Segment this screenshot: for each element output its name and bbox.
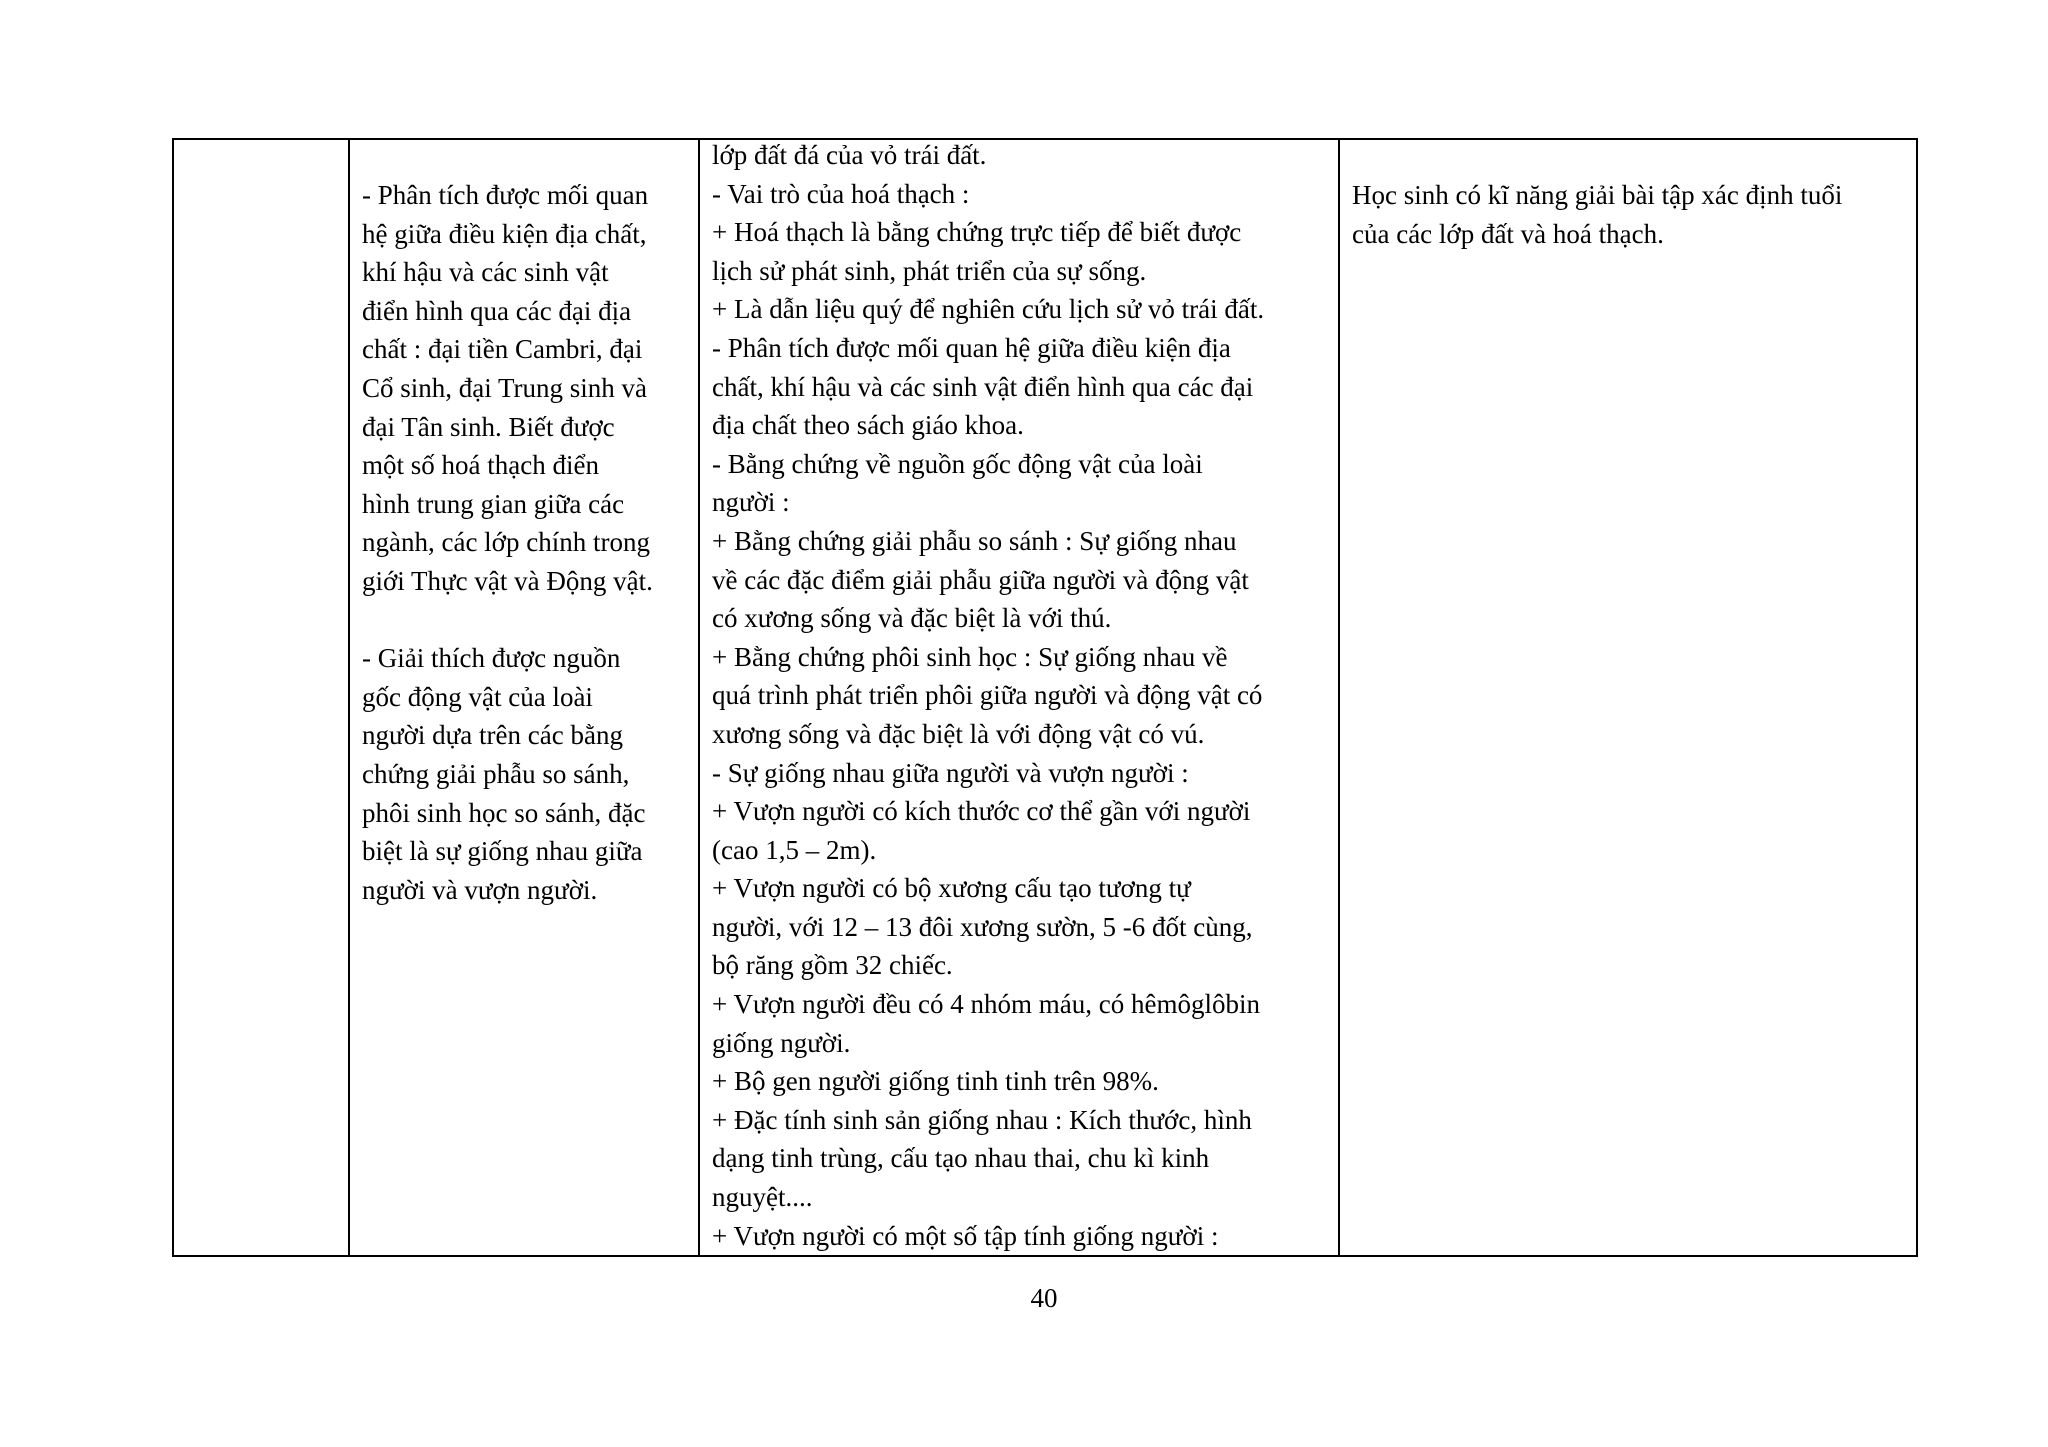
- text-line: điển hình qua các đại địa: [362, 295, 632, 326]
- table-cell-content: [699, 139, 1339, 1256]
- text-line: giống người.: [712, 1027, 851, 1058]
- text-line: gốc động vật của loài: [362, 681, 593, 712]
- text-line: + Vượn người có bộ xương cấu tạo tương tự: [712, 873, 1191, 904]
- text-line: lớp đất đá của vỏ trái đất.: [712, 140, 987, 170]
- text-line: - Giải thích được nguồn: [362, 643, 621, 674]
- text-line: lịch sử phát sinh, phát triển của sự sống.: [712, 255, 1147, 286]
- text-line: chứng giải phẫu so sánh,: [362, 758, 630, 789]
- text-line: - Bằng chứng về nguồn gốc động vật của loài: [712, 448, 1203, 479]
- text-line: [362, 601, 688, 640]
- content-table: [172, 138, 1918, 1257]
- page-number: 40: [1030, 1283, 1058, 1313]
- text-line: - Phân tích được mối quan hệ giữa điều kiện địa: [712, 332, 1231, 363]
- text-line: xương sống và đặc biệt là với động vật có vú.: [712, 718, 1205, 749]
- text-line: dạng tinh trùng, cấu tạo nhau thai, chu kì kinh: [712, 1143, 1210, 1174]
- text-line: biệt là sự giống nhau giữa: [362, 836, 643, 867]
- text-line: + Là dẫn liệu quý để nghiên cứu lịch sử vỏ trái đất.: [712, 294, 1265, 325]
- text-line: về các đặc điểm giải phẫu giữa người và động vật: [712, 564, 1249, 595]
- text-line: + Vượn người có một số tập tính giống người :: [712, 1220, 1219, 1251]
- text-line: + Vượn người đều có 4 nhóm máu, có hêmôglôbin: [712, 989, 1260, 1020]
- text-line: giới Thực vật và Động vật.: [362, 565, 653, 596]
- text-line: + Bằng chứng phôi sinh học : Sự giống nhau về: [712, 641, 1228, 672]
- text-line: chất : đại tiền Cambri, đại: [362, 334, 643, 365]
- cell-objectives-text: [350, 140, 698, 909]
- text-line: người, với 12 – 13 đôi xương sườn, 5 -6 đốt cùng,: [712, 911, 1253, 942]
- text-line: (cao 1,5 – 2m).: [712, 834, 877, 865]
- cell-skills-text: [1340, 140, 1916, 253]
- text-line: - Phân tích được mối quan: [362, 180, 649, 210]
- text-line: + Hoá thạch là bằng chứng trực tiếp để biết được: [712, 217, 1242, 248]
- text-line: có xương sống và đặc biệt là với thú.: [712, 603, 1112, 634]
- text-line: phôi sinh học so sánh, đặc: [362, 797, 646, 828]
- text-line: ngành, các lớp chính trong: [362, 527, 650, 558]
- text-line: của các lớp đất và hoá thạch.: [1352, 218, 1664, 249]
- text-line: bộ răng gồm 32 chiếc.: [712, 950, 953, 981]
- text-line: + Đặc tính sinh sản giống nhau : Kích thước, hình: [712, 1104, 1252, 1135]
- text-line: người và vượn người.: [362, 874, 598, 905]
- text-line: - Sự giống nhau giữa người và vượn người :: [712, 757, 1189, 788]
- table-row: [173, 139, 1917, 1256]
- text-line: Cổ sinh, đại Trung sinh và: [362, 372, 648, 403]
- table-cell-objectives: [349, 139, 699, 1256]
- table-cell-skills: [1339, 139, 1917, 1256]
- text-line: hình trung gian giữa các: [362, 488, 625, 519]
- text-line: + Vượn người có kích thước cơ thể gần với người: [712, 796, 1251, 827]
- text-line: địa chất theo sách giáo khoa.: [712, 410, 1024, 441]
- cell-content-text: [700, 139, 1338, 1255]
- text-line: nguyệt....: [712, 1182, 813, 1213]
- text-line: - Vai trò của hoá thạch :: [712, 178, 970, 209]
- text-line: + Bộ gen người giống tinh tinh trên 98%.: [712, 1066, 1159, 1097]
- text-line: một số hoá thạch điển: [362, 450, 599, 481]
- text-line: Học sinh có kĩ năng giải bài tập xác định tuổi: [1352, 180, 1843, 210]
- text-line: chất, khí hậu và các sinh vật điển hình qua các đại: [712, 371, 1254, 402]
- text-line: người :: [712, 487, 790, 518]
- text-line: khí hậu và các sinh vật: [362, 257, 609, 288]
- table-cell-empty: [173, 139, 349, 1256]
- text-line: đại Tân sinh. Biết được: [362, 411, 615, 442]
- text-line: hệ giữa điều kiện địa chất,: [362, 218, 647, 249]
- text-line: người dựa trên các bằng: [362, 720, 623, 751]
- text-line: + Bằng chứng giải phẫu so sánh : Sự giống nhau: [712, 525, 1237, 556]
- text-line: quá trình phát triển phôi giữa người và động vật có: [712, 680, 1263, 711]
